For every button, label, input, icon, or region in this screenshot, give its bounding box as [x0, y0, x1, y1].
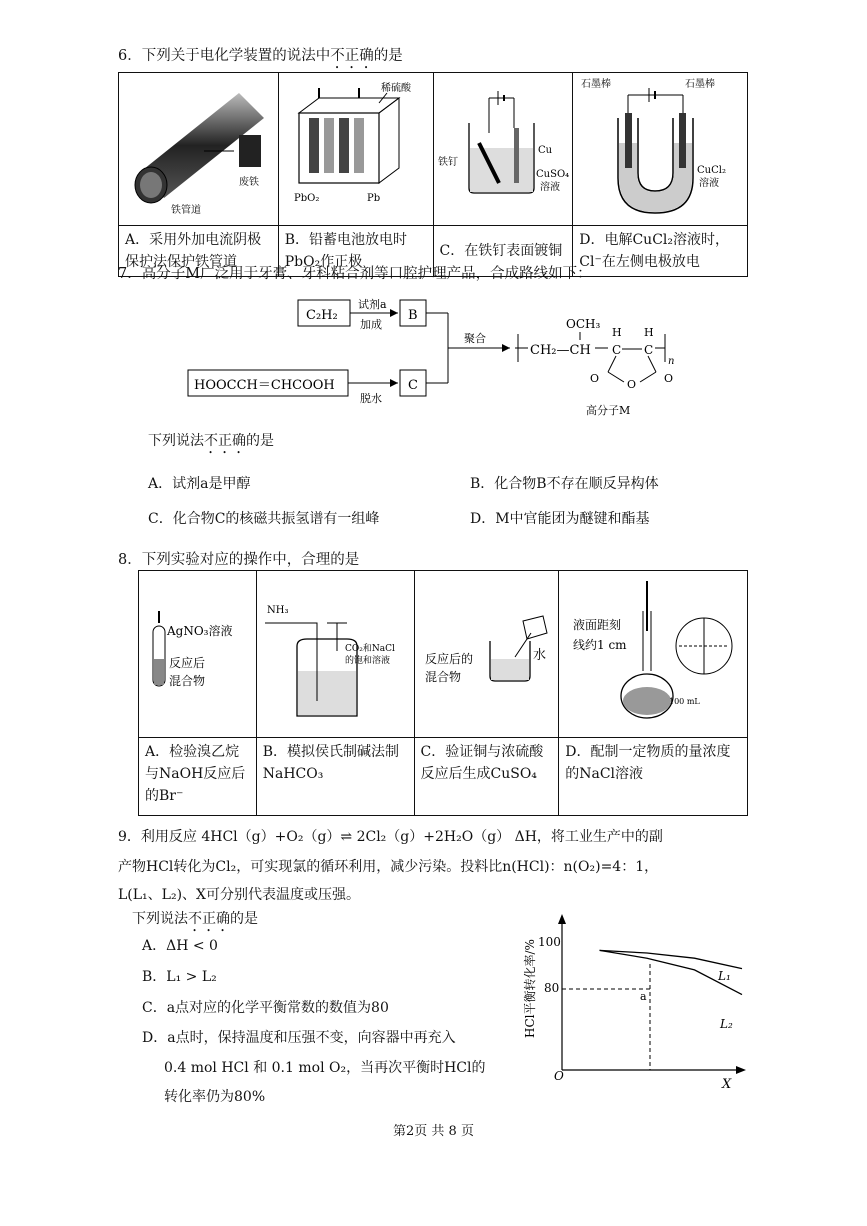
svg-text:稀硫酸: 稀硫酸	[380, 83, 411, 94]
q6-image-a	[119, 73, 279, 226]
svg-text:OCH₃: OCH₃	[566, 317, 601, 331]
svg-text:CH₂—CH: CH₂—CH	[530, 343, 591, 358]
q8-title: 8．下列实验对应的操作中，合理的是	[118, 552, 360, 568]
test-tube-icon	[139, 571, 255, 733]
x-axis-label: X	[722, 1077, 732, 1092]
q7-question: 下列说法不正确的是	[148, 433, 274, 449]
svg-text:反应后: 反应后	[169, 656, 206, 670]
q9-stem-line3: L(L₁、L₂)、X可分别代表温度或压强。	[118, 887, 361, 903]
q6-table	[118, 72, 748, 277]
svg-text:脱水: 脱水	[360, 392, 382, 405]
svg-text:石墨棒: 石墨棒	[581, 79, 612, 90]
svg-text:溶液: 溶液	[699, 178, 720, 189]
q6-image-d	[573, 73, 748, 226]
electroplating-icon	[434, 73, 572, 221]
y-tick-100: 100	[538, 935, 561, 949]
q9-option-d-line2: 0.4 mol HCl 和 0.1 mol O₂，当再次平衡时HCl的	[164, 1060, 486, 1076]
q7-synthesis-route	[180, 292, 700, 422]
l2-label: L₂	[720, 1017, 733, 1031]
svg-text:H: H	[644, 326, 654, 339]
svg-text:CuCl₂: CuCl₂	[697, 165, 727, 176]
q9-question: 下列说法不正确的是	[132, 911, 258, 927]
svg-text:C: C	[408, 378, 418, 393]
q9-option-a: A．ΔH < 0	[142, 938, 218, 954]
svg-text:液面距刻: 液面距刻	[573, 618, 622, 632]
svg-text:Cu: Cu	[537, 145, 552, 156]
q7-option-d: D．M中官能团为醚键和酯基	[470, 511, 650, 527]
svg-text:混合物: 混合物	[424, 670, 461, 684]
svg-text:O: O	[627, 378, 637, 391]
svg-text:试剂a: 试剂a	[358, 298, 387, 311]
origin-label: O	[554, 1069, 564, 1083]
y-axis-label: HCl平衡转化率/%	[523, 939, 537, 1038]
svg-text:石墨棒: 石墨棒	[685, 79, 716, 90]
q6-image-c	[433, 73, 573, 226]
q6-option-d: D．电解CuCl₂溶液时，Cl⁻在左侧电极放电	[573, 226, 748, 277]
svg-text:水: 水	[532, 648, 546, 663]
svg-text:C: C	[612, 343, 622, 357]
svg-text:O: O	[664, 372, 674, 385]
q9-option-c: C．a点对应的化学平衡常数的数值为80	[142, 1000, 389, 1016]
svg-text:NH₃: NH₃	[266, 605, 289, 616]
beaker-icon	[415, 571, 558, 733]
svg-text:高分子M: 高分子M	[586, 404, 631, 417]
q8-option-a: A．检验溴乙烷与NaOH反应后的Br⁻	[139, 738, 257, 816]
q7-option-a: A．试剂a是甲醇	[148, 476, 251, 492]
q7-option-b: B．化合物B不存在顺反异构体	[470, 476, 659, 492]
q9-option-d-line1: D．a点时，保持温度和压强不变，向容器中再充入	[142, 1030, 456, 1046]
svg-text:C: C	[644, 343, 654, 357]
q8-image-a	[139, 571, 257, 738]
svg-text:O: O	[590, 372, 600, 385]
scrap-iron-icon	[239, 135, 261, 167]
svg-text:AgNO₃溶液: AgNO₃溶液	[167, 624, 233, 638]
lead-battery-icon	[279, 73, 432, 221]
svg-text:100 mL: 100 mL	[669, 697, 700, 706]
q6-option-b: B．铅蓄电池放电时PbO₂作正极	[278, 226, 433, 277]
svg-text:反应后的: 反应后的	[424, 652, 473, 666]
page-footer: 第2页 共 8 页	[393, 1124, 474, 1139]
volumetric-flask-icon	[559, 571, 746, 733]
svg-text:混合物: 混合物	[169, 674, 206, 688]
svg-text:HOOCCH＝CHCOOH: HOOCCH＝CHCOOH	[194, 378, 335, 393]
svg-text:n: n	[668, 356, 675, 367]
svg-text:溶液: 溶液	[539, 182, 560, 193]
q9-chart	[500, 908, 770, 1098]
q9-stem: 9．利用反应 4HCl（g）+O₂（g）⇌ 2Cl₂（g）+2H₂O（g） ΔH，将工业生产中的副 产物HCl转化为Cl₂，可实现氯的循环利用，减少污染。投料比n(HCl)：n(O₂)=4：1，	[118, 829, 663, 875]
y-tick-80: 80	[544, 981, 560, 995]
q9-option-b: B．L₁ > L₂	[142, 969, 217, 985]
q8-image-c	[414, 571, 559, 738]
q6-title: 6．下列关于电化学装置的说法中不正确的是	[118, 48, 403, 64]
series-line-1	[600, 950, 743, 968]
svg-text:废铁: 废铁	[239, 177, 259, 188]
l1-label: L₁	[718, 969, 731, 983]
svg-text:CuSO₄: CuSO₄	[535, 169, 569, 180]
svg-text:铁管道: 铁管道	[171, 205, 201, 216]
svg-text:聚合: 聚合	[464, 332, 486, 345]
q7-option-c: C．化合物C的核磁共振氢谱有一组峰	[148, 511, 380, 527]
gas-washing-bottle-icon	[257, 571, 413, 733]
q8-option-d: D．配制一定物质的量浓度的NaCl溶液	[559, 738, 748, 816]
q7-title: 7．高分子M广泛用于牙膏、牙科粘合剂等口腔护理产品，合成路线如下：	[118, 266, 592, 282]
q9-option-d-line3: 转化率仍为80%	[164, 1089, 266, 1105]
svg-text:Pb: Pb	[366, 193, 380, 204]
q8-option-c: C．验证铜与浓硫酸反应后生成CuSO₄	[414, 738, 559, 816]
svg-text:H: H	[612, 326, 622, 339]
svg-text:线约1 cm: 线约1 cm	[573, 638, 627, 652]
q8-table	[138, 570, 748, 816]
point-a-label: a	[640, 990, 647, 1003]
svg-text:CO₂和NaCl: CO₂和NaCl	[344, 644, 395, 654]
svg-text:加成: 加成	[360, 318, 382, 331]
svg-text:的饱和溶液: 的饱和溶液	[344, 656, 390, 666]
q6-image-b	[278, 73, 433, 226]
q6-option-c: C．在铁钉表面镀铜	[433, 226, 573, 277]
svg-text:C₂H₂: C₂H₂	[306, 308, 338, 323]
q8-image-b	[256, 571, 414, 738]
svg-text:PbO₂: PbO₂	[293, 193, 320, 204]
svg-text:铁钉: 铁钉	[437, 157, 458, 168]
u-tube-electrolysis-icon	[573, 73, 746, 221]
q6-option-a: A．采用外加电流阴极保护法保护铁管道	[119, 226, 279, 277]
svg-text:B: B	[408, 308, 418, 323]
q8-image-d	[559, 571, 748, 738]
q8-option-b: B．模拟侯氏制碱法制NaHCO₃	[256, 738, 414, 816]
